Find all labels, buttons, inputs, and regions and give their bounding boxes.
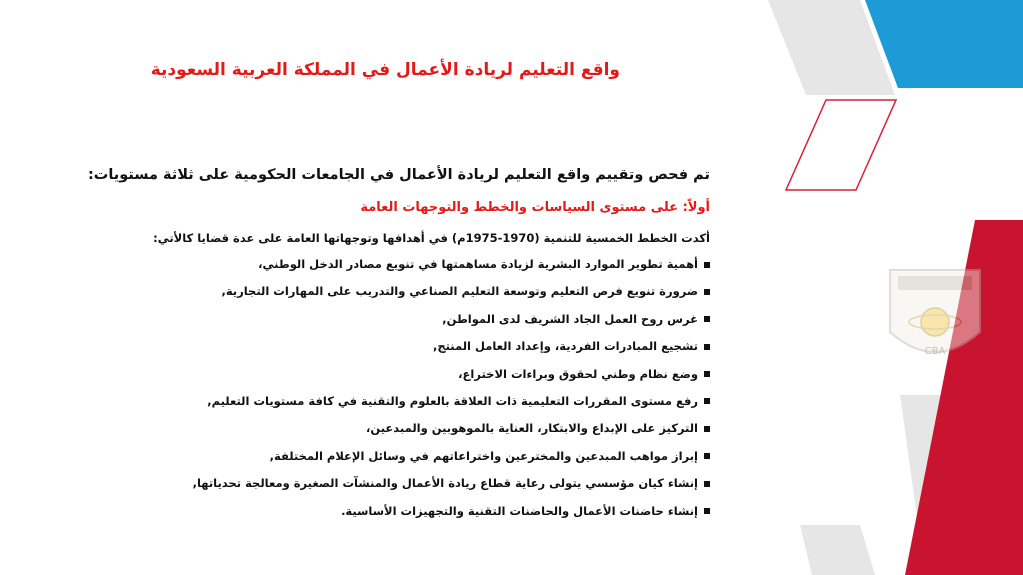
bullet-icon <box>704 344 710 350</box>
blue-parallelogram <box>865 0 1023 88</box>
list-item <box>130 310 710 337</box>
bullet-icon <box>704 398 710 404</box>
bullet-icon <box>704 453 710 459</box>
list-item-text: تشجيع المبادرات الفردية، وإعداد العامل المنتج, <box>432 339 698 354</box>
list-item <box>130 474 710 501</box>
bullet-icon <box>704 262 710 268</box>
list-item <box>130 337 710 364</box>
list-item-text: ضرورة تنويع فرص التعليم وتوسعة التعليم الصناعي والتدريب على المهارات التجارية, <box>221 284 698 299</box>
list-item-text: إبراز مواهب المبدعين والمخترعين واختراعاتهم في وسائل الإعلام المختلفة, <box>269 448 698 463</box>
bullet-icon <box>704 371 710 377</box>
list-item <box>130 447 710 474</box>
red-outline-parallelogram <box>786 100 896 190</box>
list-item-text: غرس روح العمل الجاد الشريف لدى المواطن, <box>442 311 698 326</box>
slide-content <box>87 165 710 529</box>
bullet-icon <box>704 426 710 432</box>
list-item-text: وضع نظام وطني لحقوق وبراءات الاختراع، <box>458 366 698 381</box>
list-item <box>130 419 710 446</box>
bullet-icon <box>704 289 710 295</box>
gray-parallelogram-corner <box>800 525 875 575</box>
list-item <box>130 392 710 419</box>
list-item-text: أهمية تطوير الموارد البشرية لزيادة مساهمتها في تنويع مصادر الدخل الوطني، <box>258 257 698 271</box>
bullet-icon <box>704 481 710 487</box>
lead-text: أكدت الخطط الخمسية للتنمية (1970-1975م) في أهدافها وتوجهاتها العامة على عدة قضايا كالأتي: <box>153 231 710 245</box>
list-item-text: إنشاء كيان مؤسسي يتولى رعاية قطاع ريادة الأعمال والمنشآت الصغيرة ومعالجة تحدياتها, <box>192 476 698 491</box>
intro-text: تم فحص وتقييم واقع التعليم لريادة الأعمال في الجامعات الحكومية على ثلاثة مستويات: <box>87 167 710 183</box>
list-item <box>130 502 710 529</box>
list-item <box>130 365 710 392</box>
slide-title: واقع التعليم لريادة الأعمال في المملكة العربية السعودية <box>150 60 620 80</box>
issues-list <box>130 255 710 529</box>
bullet-icon <box>704 508 710 514</box>
list-item-text: رفع مستوى المقررات التعليمية ذات العلاقة بالعلوم والتقنية في كافة مستويات التعليم, <box>207 393 698 408</box>
bullet-icon <box>704 316 710 322</box>
logo-label: CBA <box>924 346 946 357</box>
list-item-text: التركيز على الإبداع والابتكار، العناية بالموهوبين والمبدعين، <box>366 421 698 436</box>
college-logo-watermark <box>880 262 990 372</box>
section-heading: أولاً: على مستوى السياسات والخطط والتوجهات العامة <box>360 200 710 215</box>
list-item <box>130 282 710 309</box>
list-item <box>130 255 710 282</box>
list-item-text: إنشاء حاضنات الأعمال والحاضنات التقنية والتجهيزات الأساسية. <box>341 503 698 518</box>
